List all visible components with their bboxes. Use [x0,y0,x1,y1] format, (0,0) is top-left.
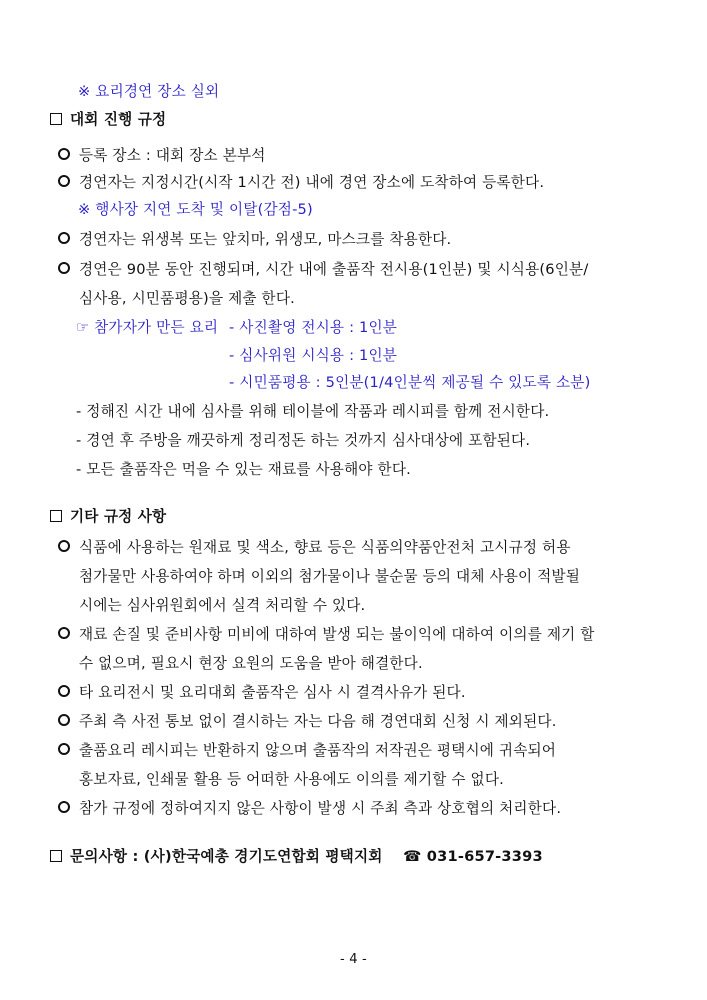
circle-bullet-icon [58,175,70,187]
dish-line: - 심사위원 시식용 : 1인분 [229,347,398,364]
dash-item: - 모든 출품작은 먹을 수 있는 재료를 사용해야 한다. [76,461,411,478]
phone-number: 031-657-3393 [426,848,543,865]
section-title-other: 기타 규정 사항 [50,507,166,527]
list-item: 주최 측 사전 통보 없이 결시하는 자는 다음 해 경연대회 신청 시 제외된다. [58,712,557,732]
dash-item: - 정해진 시간 내에 심사를 위해 테이블에 작품과 레시피를 함께 전시한다. [76,403,550,420]
list-item: 식품에 사용하는 원재료 및 색소, 향료 등은 식품의약품안전처 고시규정 허용 [58,538,571,558]
page-number: - 4 - [340,952,367,967]
list-item: 경연은 90분 동안 진행되며, 시간 내에 출품작 전시용(1인분) 및 시식용(6인분/ [58,260,588,280]
list-item: 참가 규정에 정하여지지 않은 사항이 발생 시 주최 측과 상호협의 처리한다. [58,799,561,819]
list-item: 경연자는 지정시간(시작 1시간 전) 내에 경연 장소에 도착하여 등록한다. [58,173,544,193]
circle-bullet-icon [58,714,70,726]
checkbox-square-icon [50,850,62,862]
penalty-note: ※ 행사장 지연 도착 및 이탈(감점-5) [78,201,313,218]
list-item-continuation: 홍보자료, 인쇄물 활용 등 어떠한 사용에도 이의를 제기할 수 없다. [79,771,504,788]
dash-item: - 경연 후 주방을 깨끗하게 정리정돈 하는 것까지 심사대상에 포함된다. [76,432,531,449]
list-item-continuation: 첨가물만 사용하여야 하며 이외의 첨가물이나 불순물 등의 대체 사용이 적발될 [79,568,581,585]
list-item: 출품요리 레시피는 반환하지 않으며 출품작의 저작권은 평택시에 귀속되어 [58,741,556,761]
checkbox-square-icon [50,113,62,125]
checkbox-square-icon [50,510,62,522]
list-item: 재료 손질 및 준비사항 미비에 대하여 발생 되는 불이익에 대하여 이의를 제기 할 [58,625,595,645]
list-item-continuation: 수 없으며, 필요시 현장 요원의 도움을 받아 해결한다. [79,655,423,672]
list-item-continuation: 시에는 심사위원회에서 실격 처리할 수 있다. [79,597,366,614]
circle-bullet-icon [58,262,70,274]
phone-icon: ☎ [403,848,422,865]
circle-bullet-icon [58,627,70,639]
list-item: 등록 장소 : 대회 장소 본부석 [58,146,266,166]
circle-bullet-icon [58,148,70,160]
circle-bullet-icon [58,743,70,755]
venue-note: ※ 요리경연 장소 실외 [78,83,220,100]
dish-line: - 사진촬영 전시용 : 1인분 [229,319,398,336]
circle-bullet-icon [58,801,70,813]
list-item: 경연자는 위생복 또는 앞치마, 위생모, 마스크를 착용한다. [58,230,451,250]
list-item: 타 요리전시 및 요리대회 출품작은 심사 시 결격사유가 된다. [58,683,466,703]
section-title-rules: 대회 진행 규정 [50,110,166,130]
dish-line: - 시민품평용 : 5인분(1/4인분씩 제공될 수 있도록 소분) [229,374,591,391]
list-item-continuation: 심사용, 시민품평용)을 제출 한다. [79,290,295,307]
contact-label: 문의사항 : (사)한국예총 경기도연합회 평택지회 [70,848,383,865]
contact-line [50,847,543,867]
circle-bullet-icon [58,540,70,552]
circle-bullet-icon [58,685,70,697]
dish-prefix: ☞ 참가자가 만든 요리 [76,319,219,336]
circle-bullet-icon [58,232,70,244]
